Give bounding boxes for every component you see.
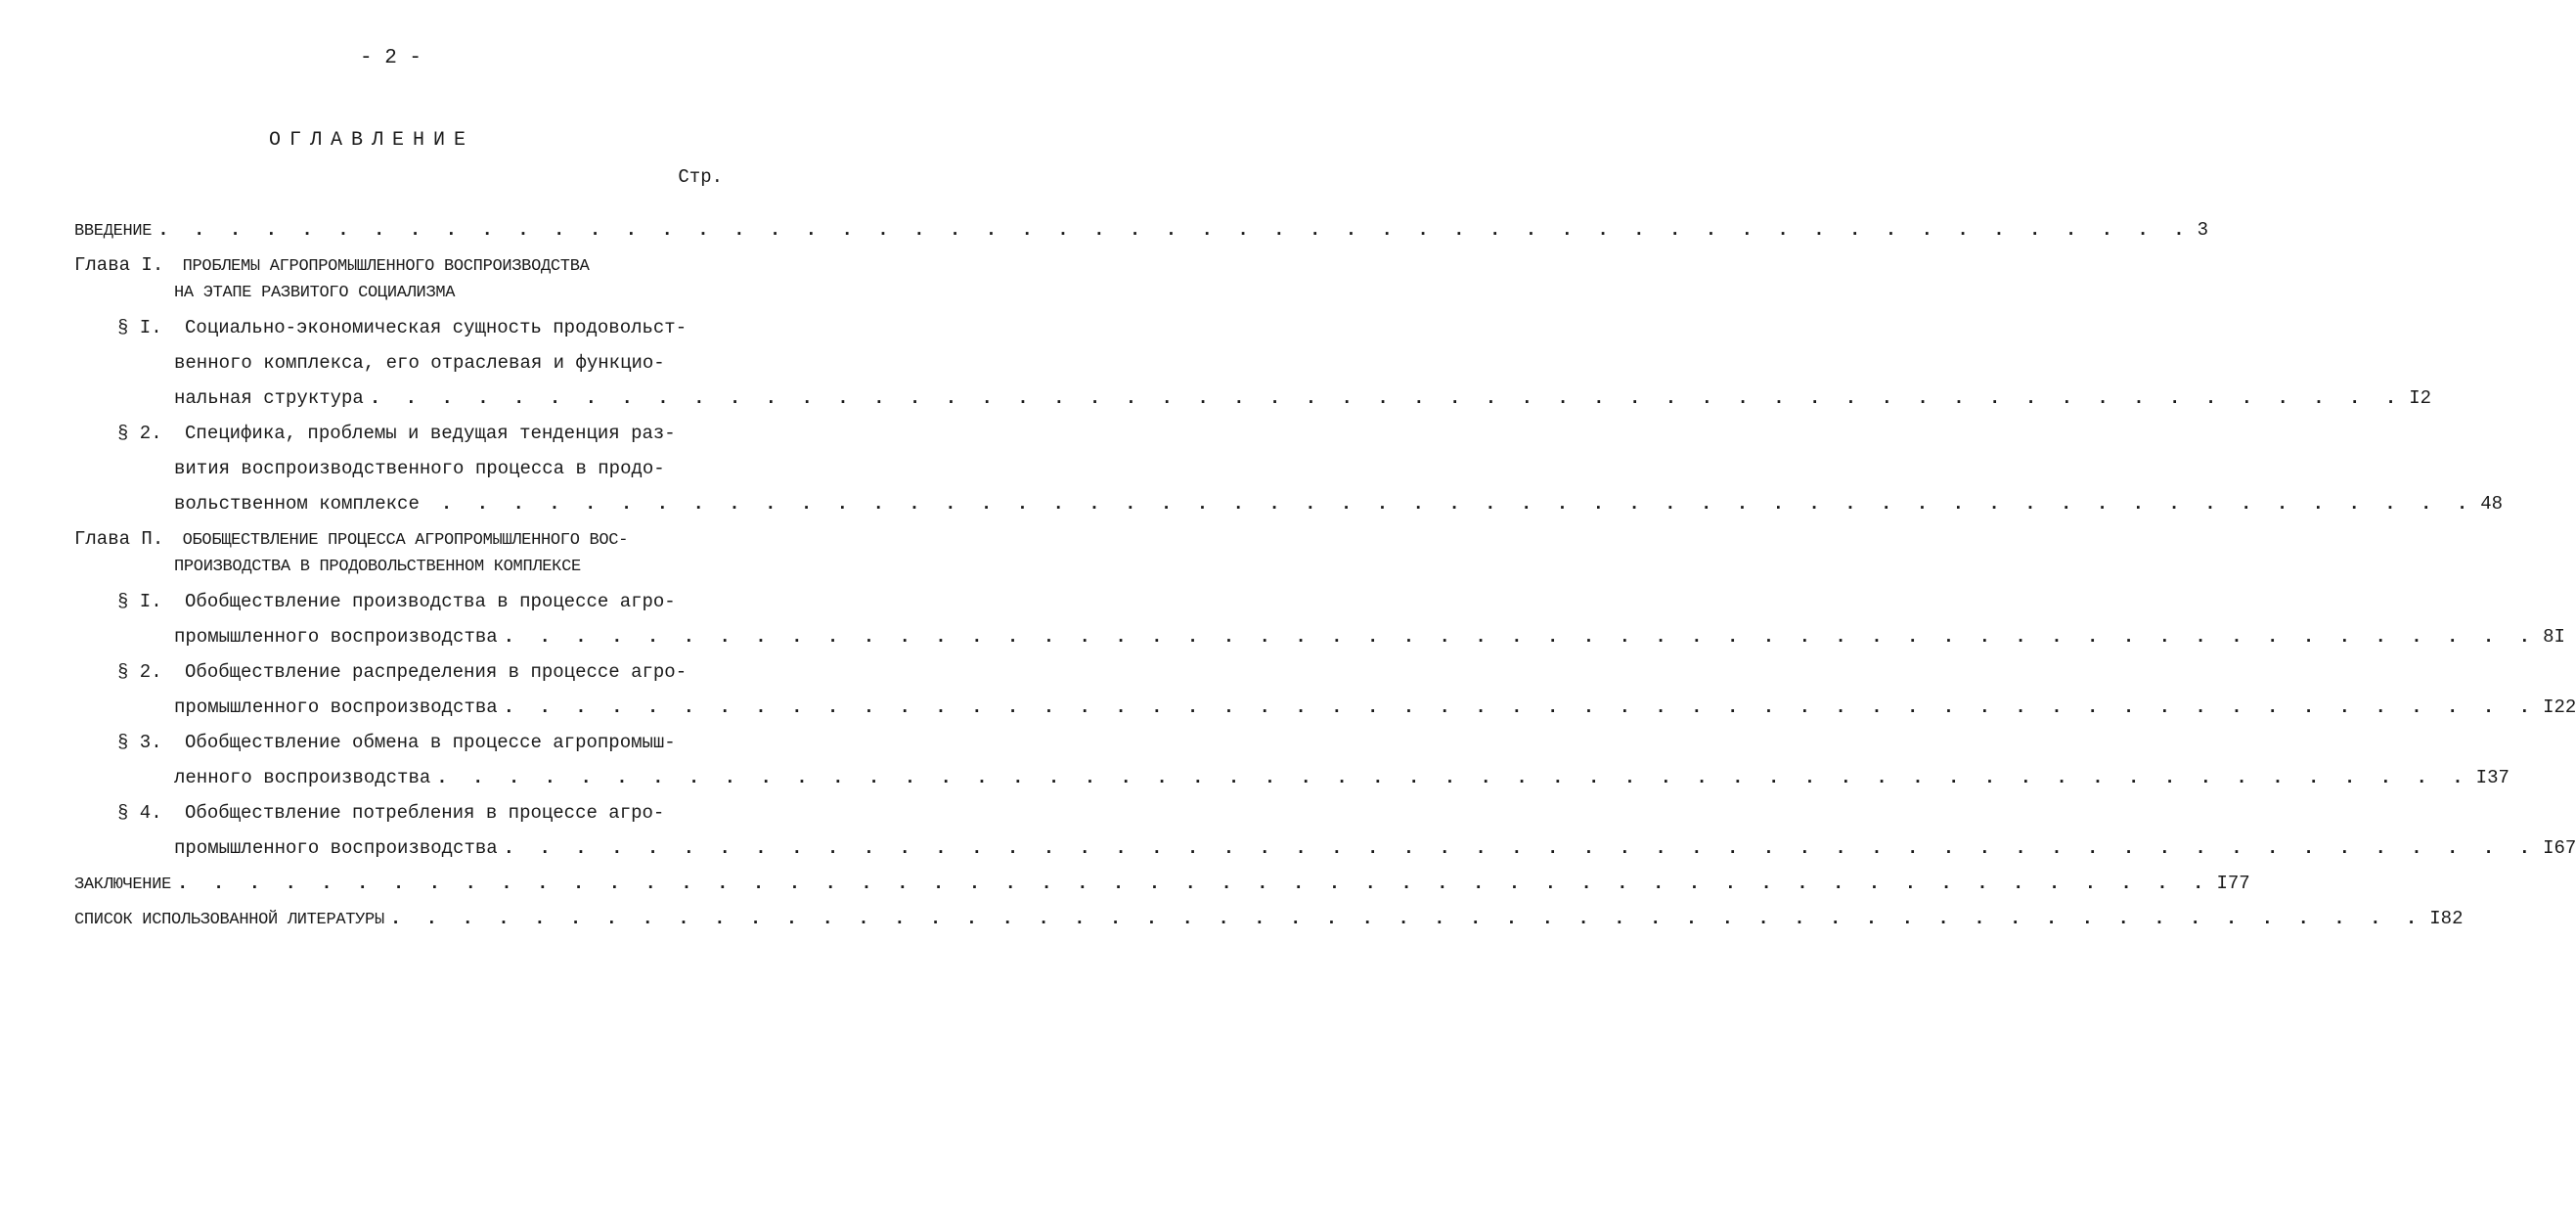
section-title-line: промышленного воспроизводства [174, 837, 498, 859]
section-title-line: Социально-экономическая сущность продовольст- [185, 317, 688, 338]
toc-entry-page: 3 [2197, 219, 2209, 241]
leader-dots: . . . . . . . . . . . . . . . . . . . . . . . . . . . . . . . . . . . . . . . . . . . . . . . . . . . . . . . . . [389, 908, 2424, 929]
section-title-line: промышленного воспроизводства [174, 696, 498, 718]
toc-section-1-1[interactable] [117, 317, 687, 338]
toc-entry-page: I67 [2543, 837, 2576, 859]
leader-dots: . . . . . . . . . . . . . . . . . . . . . . . . . . . . . . . . . . . . . . . . . . . . . . . . . . . . . . . . . [503, 626, 2538, 648]
section-number: § 4. [117, 802, 162, 824]
leader-dots: . . . . . . . . . . . . . . . . . . . . . . . . . . . . . . . . . . . . . . . . . . . . . . . . . . . . . . . . . [157, 219, 2192, 241]
leader-dots: . . . . . . . . . . . . . . . . . . . . . . . . . . . . . . . . . . . . . . . . . . . . . . . . . . . . . . . . . [369, 387, 2404, 409]
toc-section-1-2-last[interactable] [174, 493, 2504, 515]
toc-entry-conclusion[interactable] [74, 873, 2250, 894]
section-title-line: вития воспроизводственного процесса в продо- [174, 458, 665, 479]
leader-dots: . . . . . . . . . . . . . . . . . . . . . . . . . . . . . . . . . . . . . . . . . . . . . . . . . . . . . . . . . [177, 873, 2211, 894]
section-number: § 2. [117, 661, 162, 683]
toc-section-2-4-last[interactable] [174, 837, 2576, 859]
section-title-line: Обобществление потребления в процессе агро- [185, 802, 665, 824]
section-number: § I. [117, 591, 162, 612]
section-title-line: Обобществление обмена в процессе агропромыш- [185, 732, 676, 753]
chapter-title-line: ПРОБЛЕМЫ АГРОПРОМЫШЛЕННОГО ВОСПРОИЗВОДСТВА [182, 257, 590, 276]
section-title-line: ленного воспроизводства [174, 767, 431, 788]
chapter-title-line: ПРОИЗВОДСТВА В ПРОДОВОЛЬСТВЕННОМ КОМПЛЕКСЕ [174, 558, 581, 576]
section-title-line: Обобществление производства в процессе агро- [185, 591, 676, 612]
toc-section-2-1[interactable] [117, 591, 676, 612]
toc-entry-label: ЗАКЛЮЧЕНИЕ [74, 875, 172, 894]
toc-entry-label: СПИСОК ИСПОЛЬЗОВАННОЙ ЛИТЕРАТУРЫ [74, 911, 384, 929]
section-number: § 2. [117, 423, 162, 444]
leader-dots: . . . . . . . . . . . . . . . . . . . . . . . . . . . . . . . . . . . . . . . . . . . . . . . . . . . . . . . . . [436, 767, 2470, 788]
leader-dots: . . . . . . . . . . . . . . . . . . . . . . . . . . . . . . . . . . . . . . . . . . . . . . . . . . . . . . . . . [440, 493, 2475, 515]
toc-section-2-4[interactable] [117, 802, 664, 824]
chapter-prefix: Глава I. [74, 254, 164, 276]
toc-entry-page: 8I [2543, 626, 2565, 648]
toc-section-2-2[interactable] [117, 661, 687, 683]
toc-section-1-2[interactable] [117, 423, 676, 444]
section-title-line: промышленного воспроизводства [174, 626, 498, 648]
section-title-line: венного комплекса, его отраслевая и функцио- [174, 352, 665, 374]
toc-chapter-2[interactable] [74, 528, 628, 550]
chapter-title-line: ОБОБЩЕСТВЛЕНИЕ ПРОЦЕССА АГРОПРОМЫШЛЕННОГО ВОС- [182, 531, 629, 550]
page-number: - 2 - [359, 47, 422, 69]
section-title-line: Специфика, проблемы и ведущая тенденция раз- [185, 423, 676, 444]
page-column-label: Стр. [678, 166, 723, 188]
toc-section-2-2-last[interactable] [174, 696, 2576, 718]
toc-section-2-3[interactable] [117, 732, 676, 753]
toc-section-2-1-last[interactable] [174, 626, 2565, 648]
leader-dots: . . . . . . . . . . . . . . . . . . . . . . . . . . . . . . . . . . . . . . . . . . . . . . . . . . . . . . . . . [503, 696, 2538, 718]
toc-entry-page: I22 [2543, 696, 2576, 718]
section-title-line: нальная структура [174, 387, 364, 409]
section-title-line: вольственном комплексе [174, 493, 420, 515]
toc-entry-label: ВВЕДЕНИЕ [74, 222, 153, 241]
toc-section-1-1-last[interactable] [174, 387, 2432, 409]
leader-dots: . . . . . . . . . . . . . . . . . . . . . . . . . . . . . . . . . . . . . . . . . . . . . . . . . . . . . . . . . [503, 837, 2538, 859]
section-number: § I. [117, 317, 162, 338]
chapter-title-line: НА ЭТАПЕ РАЗВИТОГО СОЦИАЛИЗМА [174, 284, 456, 302]
toc-entry-bibliography[interactable] [74, 908, 2464, 929]
section-number: § 3. [117, 732, 162, 753]
toc-entry-page: I2 [2409, 387, 2432, 409]
chapter-prefix: Глава П. [74, 528, 164, 550]
toc-entry-page: 48 [2480, 493, 2504, 515]
toc-entry-page: I77 [2216, 873, 2250, 894]
section-title-line: Обобществление распределения в процессе агро- [185, 661, 688, 683]
toc-entry-page: I37 [2475, 767, 2509, 788]
toc-entry-page: I82 [2429, 908, 2464, 929]
page-title: ОГЛАВЛЕНИЕ [268, 129, 475, 152]
toc-entry-intro[interactable] [74, 219, 2209, 241]
toc-chapter-1[interactable] [74, 254, 590, 276]
toc-section-2-3-last[interactable] [174, 767, 2509, 788]
